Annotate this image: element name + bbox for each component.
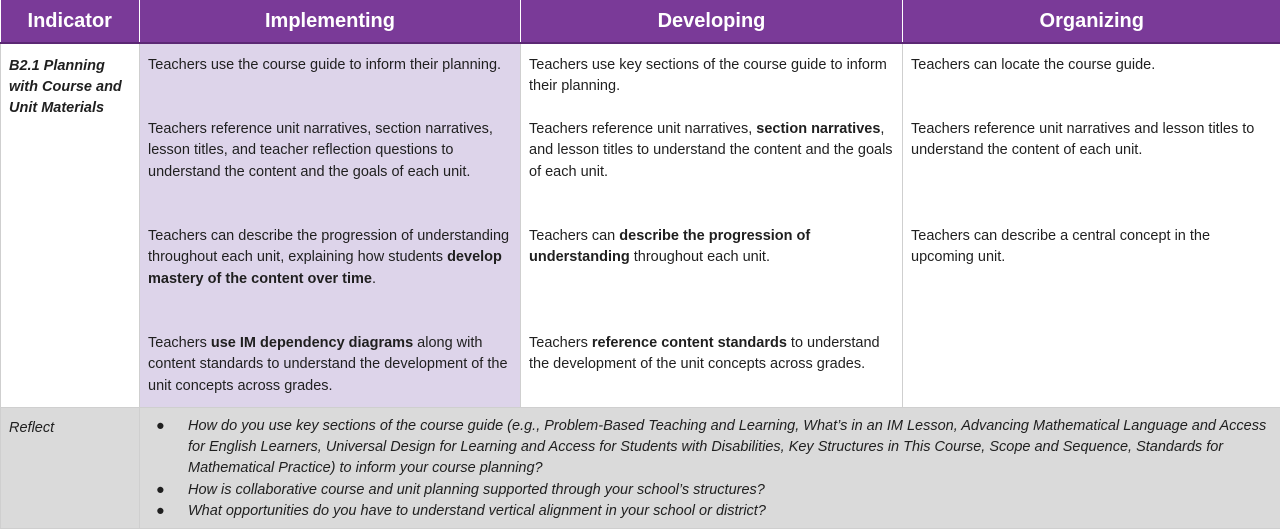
reflect-questions xyxy=(140,407,1280,528)
header-implementing: Implementing xyxy=(140,0,521,43)
bold-phrase: describe the progression of understanding xyxy=(529,228,811,266)
reflect-row xyxy=(1,407,1280,528)
bold-phrase: use IM dependency diagrams xyxy=(210,335,414,351)
implementing-statement: Teachers use the course guide to inform their planning. xyxy=(148,57,502,73)
implementing-statement: Teachers use IM dependency diagrams along with content standards to understand the development of the unit concepts across grades. xyxy=(148,335,508,394)
developing-statement: Teachers can describe the progression of understanding throughout each unit. xyxy=(529,228,811,266)
implementing-cell xyxy=(140,43,521,407)
bold-phrase: reference content standards xyxy=(591,335,787,351)
bullet-icon: ● xyxy=(156,417,165,434)
bullet-icon: ● xyxy=(156,481,165,498)
implementing-statement: Teachers can describe the progression of understanding throughout each unit, explaining how students develop mastery of the content over time. xyxy=(148,228,510,287)
developing-statement: Teachers reference content standards to understand the development of the unit concepts across grades. xyxy=(529,335,880,373)
organizing-cell xyxy=(903,43,1280,407)
header-developing: Developing xyxy=(521,0,903,43)
reflect-question-list xyxy=(148,416,1272,522)
bold-phrase: develop mastery of the content over time xyxy=(148,249,502,287)
reflect-question xyxy=(148,480,1272,501)
reflect-question xyxy=(148,416,1272,480)
developing-statement: Teachers use key sections of the course guide to inform their planning. xyxy=(529,57,887,95)
reflect-question xyxy=(148,501,1272,522)
header-organizing: Organizing xyxy=(903,0,1280,43)
reflect-question-text: How is collaborative course and unit planning supported through your school’s structures? xyxy=(188,481,765,498)
reflect-label: Reflect xyxy=(1,407,140,528)
header-row xyxy=(1,0,1280,43)
reflect-question-text: How do you use key sections of the course guide (e.g., Problem-Based Teaching and Learning, What’s in an IM Lesson, Advancing Mathematical Language and Access for English Learners, Universal Design for Learning and Access for Students with Disabilities, Key Structures in This Course, Scope and Sequence, Standards for Mathematical Practice) to inform your course planning? xyxy=(188,417,1267,477)
organizing-statement: Teachers reference unit narratives and lesson titles to understand the content of each unit. xyxy=(911,121,1255,159)
indicator-row xyxy=(1,43,1280,407)
header-indicator: Indicator xyxy=(1,0,140,43)
reflect-question-text: What opportunities do you have to understand vertical alignment in your school or district? xyxy=(188,503,766,520)
developing-statement: Teachers reference unit narratives, section narratives, and lesson titles to understand the content and the goals of each unit. xyxy=(529,121,893,180)
implementing-statement: Teachers reference unit narratives, section narratives, lesson titles, and teacher reflection questions to understand the content and the goals of each unit. xyxy=(148,121,493,180)
developing-cell xyxy=(521,43,903,407)
bullet-icon: ● xyxy=(156,503,165,520)
indicator-label: B2.1 Planning with Course and Unit Materials xyxy=(1,43,140,407)
organizing-statement: Teachers can locate the course guide. xyxy=(911,57,1156,73)
bold-phrase: section narratives xyxy=(756,121,881,137)
organizing-statement: Teachers can describe a central concept in the upcoming unit. xyxy=(911,228,1211,266)
